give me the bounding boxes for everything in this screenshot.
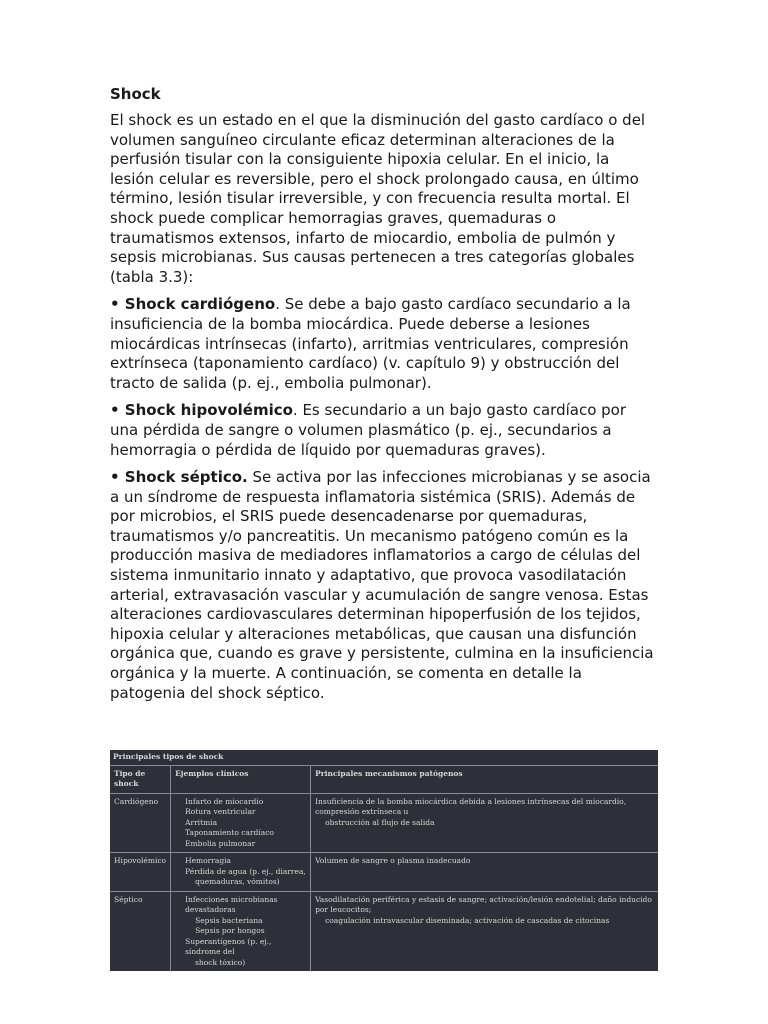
row-mechanisms	[311, 891, 658, 971]
example-item: quemaduras, vómitos)	[195, 877, 280, 886]
row-mechanisms	[311, 793, 658, 853]
table-row	[110, 891, 658, 971]
row-examples	[171, 793, 311, 853]
mechanism-line: Volumen de sangre o plasma inadecuado	[315, 856, 471, 865]
example-item: Hemorragia	[185, 856, 231, 865]
example-item: Sepsis por hongos	[195, 926, 265, 935]
cardiogenic-text: . Se debe a bajo gasto cardíaco secundario a la insuficiencia de la bomba miocárdica. Puede deberse a lesiones miocárdicas intrínsecas (infarto), arritmias ventriculares, compresión extrínseca (taponamiento cardíaco) (v. capítulo 9) y obstrucción del tracto de salida (p. ej., embolia pulmonar).	[110, 295, 631, 392]
table-header-row	[110, 766, 658, 794]
example-item: Infecciones microbianas devastadoras	[185, 894, 278, 914]
header-mechanisms: Principales mecanismos patógenos	[311, 766, 658, 794]
row-examples	[171, 891, 311, 971]
septic-term: • Shock séptico.	[110, 468, 248, 487]
row-examples	[171, 853, 311, 892]
header-type: Tipo de shock	[110, 766, 171, 794]
example-item: Rotura ventricular	[185, 807, 256, 816]
shock-types-table	[110, 766, 658, 972]
mechanism-line: obstrucción al flujo de salida	[325, 817, 435, 827]
cardiogenic-term: • Shock cardiógeno	[110, 295, 276, 314]
mechanism-line: Vasodilatación periférica y estasis de sangre; activación/lesión endotelial; daño inducido por leucocitos;	[315, 894, 652, 914]
cardiogenic-paragraph	[110, 295, 658, 393]
septic-text: Se activa por las infecciones microbianas y se asocia a un síndrome de respuesta inflamatoria sistémica (SRIS). Además de por microbios, el SRIS puede desencadenarse por quemaduras, traumatismos y/o pancreatitis. Un mecanismo patógeno común es la producción masiva de mediadores inflamatorios a cargo de células del sistema inmunitario innato y adaptativo, que provoca vasodilatación arterial, extravasación vascular y acumulación de sangre venosa. Estas alteraciones cardiovasculares determinan hipoperfusión de los tejidos, hipoxia celular y alteraciones metabólicas, que causan una disfunción orgánica que, cuando es grave y persistente, culmina en la insuficiencia orgánica y la muerte. A continuación, se comenta en detalle la patogenia del shock séptico.	[110, 468, 654, 702]
mechanism-line: coagulación intravascular diseminada; activación de cascadas de citocinas	[325, 915, 610, 925]
table-row	[110, 853, 658, 892]
example-item: Embolia pulmonar	[185, 838, 256, 848]
example-item: Sepsis bacteriana	[195, 915, 263, 925]
document-body	[110, 84, 658, 711]
intro-paragraph: El shock es un estado en el que la disminución del gasto cardíaco o del volumen sanguíneo circulante eficaz determinan alteraciones de la perfusión tisular con la consiguiente hipoxia celular. En el inicio, la lesión celular es reversible, pero el shock prolongado causa, en último término, lesión tisular irreversible, y con frecuencia resulta mortal. El shock puede complicar hemorragias graves, quemaduras o traumatismos extensos, infarto de miocardio, embolia de pulmón y sepsis microbianas. Sus causas pertenecen a tres categorías globales (tabla 3.3):	[110, 111, 646, 286]
mechanism-line: Insuficiencia de la bomba miocárdica debida a lesiones intrínsecas del miocardio, compresión extrínseca u	[315, 796, 627, 816]
shock-types-table-image	[110, 750, 658, 971]
example-item: Infarto de miocardio	[185, 796, 264, 806]
section-heading: Shock	[110, 85, 161, 103]
table-caption: Principales tipos de shock	[110, 750, 658, 766]
row-mechanisms	[311, 853, 658, 892]
example-item: shock tóxico)	[195, 957, 246, 967]
example-item: Arritmia	[185, 817, 218, 827]
example-item: Pérdida de agua (p. ej., diarrea,	[185, 866, 306, 876]
example-item: Superantígenos (p. ej., síndrome del	[185, 936, 272, 956]
row-type: Séptico	[114, 894, 143, 904]
table-row	[110, 793, 658, 853]
hypovolemic-term: • Shock hipovolémico	[110, 401, 293, 420]
row-type: Hipovolémico	[110, 853, 171, 892]
hypovolemic-paragraph	[110, 401, 658, 460]
row-type: Cardiógeno	[110, 793, 171, 853]
septic-paragraph	[110, 468, 658, 703]
example-item: Taponamiento cardíaco	[185, 828, 274, 837]
header-examples: Ejemplos clínicos	[171, 766, 311, 794]
hypovolemic-text: . Es secundario a un bajo gasto cardíaco por una pérdida de sangre o volumen plasmático (p. ej., secundarios a hemorragia o pérdida de líquido por quemaduras graves).	[110, 401, 627, 459]
